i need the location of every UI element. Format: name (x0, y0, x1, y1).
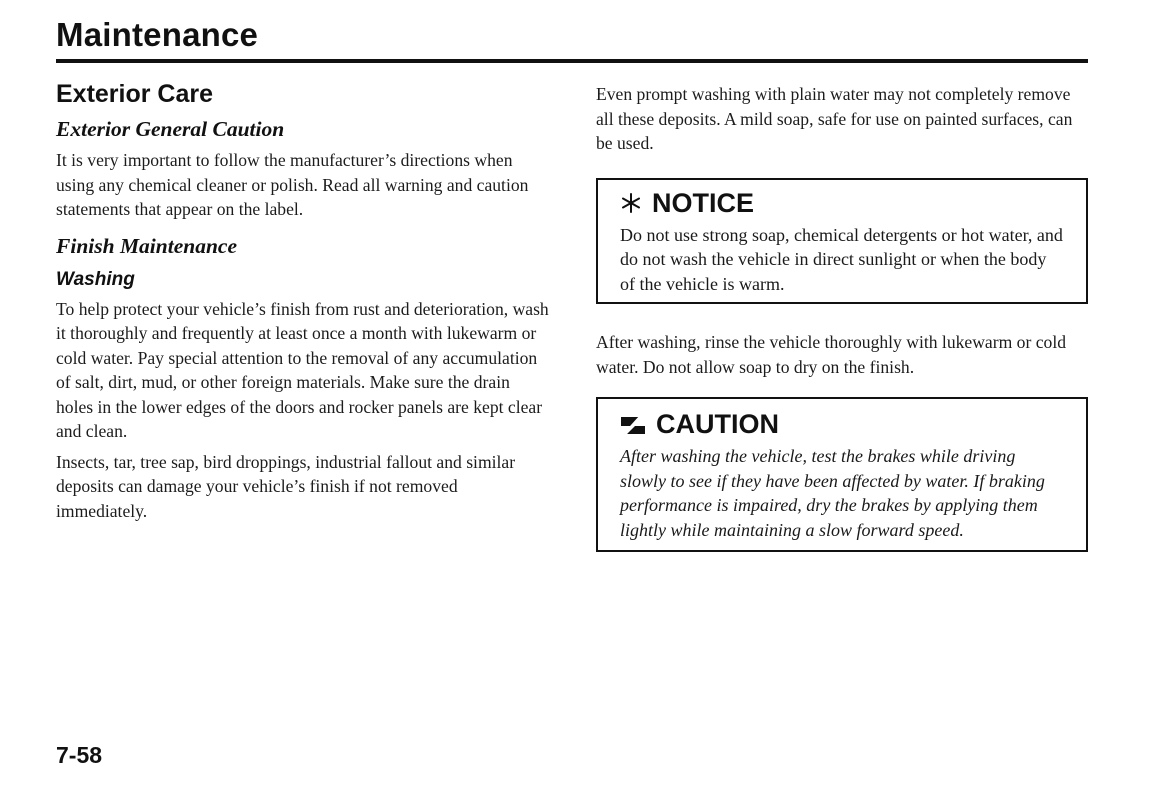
notice-box (596, 178, 1088, 305)
general-caution-title: Exterior General Caution (56, 117, 285, 141)
left-column (56, 80, 551, 529)
page-number: 7-58 (56, 742, 103, 768)
caution-text: After washing the vehicle, test the brakes while driving slowly to see if they have been affected by water. If braking performance is impaired, dry the brakes by applying them lightly while maintaining a slow forward speed. (620, 446, 1045, 540)
notice-heading (620, 188, 1064, 219)
section-title: Exterior Care (56, 80, 214, 108)
chapter-title: Maintenance (56, 16, 259, 53)
washing-title: Washing (56, 268, 135, 290)
deposits-paragraph: Even prompt washing with plain water may not completely remove all these deposits. A mild soap, safe for use on painted surfaces, can be used. (596, 84, 1073, 153)
caution-slash-icon (620, 414, 646, 436)
caution-heading (620, 409, 1064, 440)
notice-title: NOTICE (652, 187, 755, 218)
washing-paragraph-2: Insects, tar, tree sap, bird droppings, industrial fallout and similar deposits can damage your vehicle’s finish if not removed immediately. (56, 451, 516, 521)
right-column (596, 82, 1088, 552)
rinse-paragraph: After washing, rinse the vehicle thoroughly with lukewarm or cold water. Do not allow soap to dry on the finish. (596, 332, 1067, 377)
asterisk-icon (620, 192, 642, 214)
washing-paragraph-1: To help protect your vehicle’s finish from rust and deterioration, wash it thoroughly and frequently at least once a month with lukewarm or cold water. Pay special attention to the removal of any accumulation of salt, dirt, mud, or other foreign materials. Make sure the drain holes in the lower edges of the doors and rocker panels are kept clear and clean. (56, 298, 549, 441)
finish-maintenance-title: Finish Maintenance (56, 233, 238, 258)
caution-box (596, 397, 1088, 552)
caution-title: CAUTION (656, 409, 779, 439)
notice-text: Do not use strong soap, chemical detergents or hot water, and do not wash the vehicle in direct sunlight or when the body of the vehicle is warm. (620, 224, 1063, 294)
chapter-rule (56, 59, 1088, 63)
general-caution-text: It is very important to follow the manufacturer’s directions when using any chemical cleaner or polish. Read all warning and caution statements that appear on the label. (56, 150, 529, 219)
